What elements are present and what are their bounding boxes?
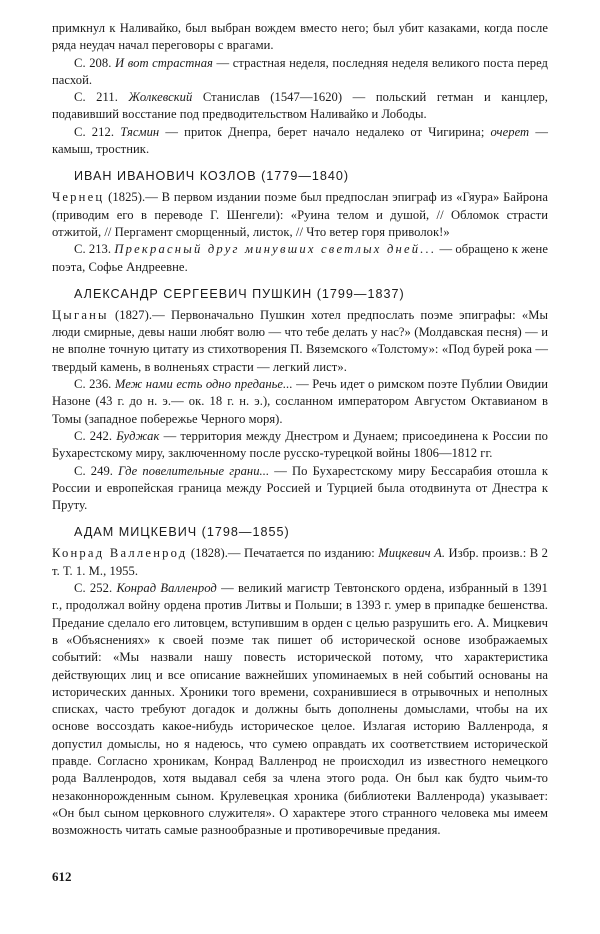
note-ref: С. 213. [74,242,115,257]
paragraph-text: примкнул к Наливайко, был выбран вождем вместо него; был убит казаками, когда после ряда неудач начал переговоры с врагами. [52,21,548,53]
work-title: Чернец [52,190,105,205]
note-text: Избр. произв.: В 2 т. Т. 1. М., 1955. [52,546,548,578]
note-text: — Речь идет о римском поэте Публии Овидии Назоне (43 г. до н. э.— ок. 18 г. н. э.), сосланном императором Августом Октавианом в Томы (западное побережье Черного моря). [52,377,548,426]
note-213 [52,241,548,276]
note-text: Станислав (1547—1620) — польский гетман и канцлер, подавивший восстание под предводительством Наливайко и Лободы. [52,90,548,122]
note-ref: С. 252. [74,581,117,596]
note-term: Меж нами есть одно преданье... [114,377,293,392]
note-text: — камыш, тростник. [52,124,548,157]
note-208 [52,55,548,90]
section-heading-kozlov: ИВАН ИВАНОВИЧ КОЗЛОВ (1779—1840) [74,169,350,184]
note-ref: С. 249. [74,463,119,478]
section-heading-pushkin: АЛЕКСАНДР СЕРГЕЕВИЧ ПУШКИН (1799—1837) [74,286,405,301]
note-term: Буджак [116,428,160,443]
note-text: — обращено к жене поэта, Софье Андреевне. [52,242,548,274]
note-242 [52,428,548,463]
note-212 [52,124,548,159]
page-number: 612 [52,869,72,884]
note-text: (1828).— Печатается по изданию: [187,546,379,561]
note-ref: С. 211. [74,90,129,105]
section-heading-mickiewicz: АДАМ МИЦКЕВИЧ (1798—1855) [74,525,290,540]
work-note-tsygany [52,307,548,376]
continuation-paragraph [52,20,548,55]
note-term: Тясмин [120,124,160,139]
note-text: (1825).— В первом издании поэме был предпослан эпиграф из «Гяура» Байрона (приводим его в переводе Г. Шенгели): «Руина телом и душой, // Обломок страсти отжитой, // Пергамент сморщенный, листок, // Что ветер горя приволок!» [52,190,548,239]
note-236 [52,376,548,428]
work-note-chernets [52,189,548,241]
note-term: Прекрасный друг минувших светлых дней... [114,242,437,257]
note-text: — приток Днепра, берет начало недалеко от Чигирина; [159,124,491,139]
note-term: Жолкевский [128,90,193,105]
note-ref: С. 242. [74,428,117,443]
note-text: — По Бухарестскому миру Бессарабия отошла к России и европейская граница между Россией и Турцией была отодвинута от Днестра к Пруту. [52,463,548,513]
note-term: Мицкевич А. [378,546,446,561]
note-text: — страстная неделя, последняя неделя великого поста перед пасхой. [52,55,548,87]
work-note-wallenrod [52,545,548,580]
note-ref: С. 208. [74,55,116,70]
work-title: Конрад Валленрод [52,546,188,561]
note-text: — территория между Днестром и Дунаем; присоединена к России по Бухарестскому миру, заключенному после русско-турецкой войны 1806—1812 гг. [52,428,548,461]
work-title: Цыганы [52,307,109,322]
note-text: — великий магистр Тевтонского ордена, избранный в 1391 г., продолжал войну ордена против Литвы и Польши; в 1393 г. умер в припадке бешенства. Предание сделало его литовцем, вступившим в орден с целью разрушить его. А. Мицкевич в «Объяснениях» к своей поэме так пишет об исторической основе изображаемых событий: «Мы назвали нашу повесть исторической потому, что характеристика действующих лиц и все описание важнейших упоминаемых в ней событий основаны на исторических данных. Хроники того времени, сохранившиеся в отрывочных и неполных списках, часто требуют догадок и должны быть дополнены домыслами, чтобы на их основе воссоздать какое-нибудь историческое целое. Излагая историю Валленрода, я допустил домыслы, но я надеюсь, что сумею оправдать их соответствием исторической правде. Согласно хроникам, Конрад Валленрод не происходил из известного немецкого рода Валленродов, хотя выдавал себя за члена этого рода. Он был как будто чьим-то незаконнорожденным сыном. Крулевецкая хроника (библиотеки Валленрода) указывает: «Он был сыном церковного служителя». О характере этого странного человека мы имеем возможность читать самые разнообразные и противоречивые предания. [52,581,548,838]
note-text: (1827).— Первоначально Пушкин хотел предпослать поэме эпиграфы: «Мы люди смирные, девы наши любят волю — что тебе делать у нас?» (Молдавская песня) — и не вполне точную цитату из стихотворения П. Вяземского «Толстому»: «Под бурей рока — твердый камень, в волненьях страсти — легкий лист». [52,307,548,374]
note-term: И вот страстная [115,55,213,70]
note-211 [52,89,548,124]
note-249 [52,463,548,515]
note-term: Где повелительные грани... [118,463,270,478]
note-term: очерет [490,124,530,139]
note-252 [52,580,548,839]
note-term: Конрад Валленрод [116,581,217,596]
note-ref: С. 236. [74,377,115,392]
note-ref: С. 212. [74,124,121,139]
